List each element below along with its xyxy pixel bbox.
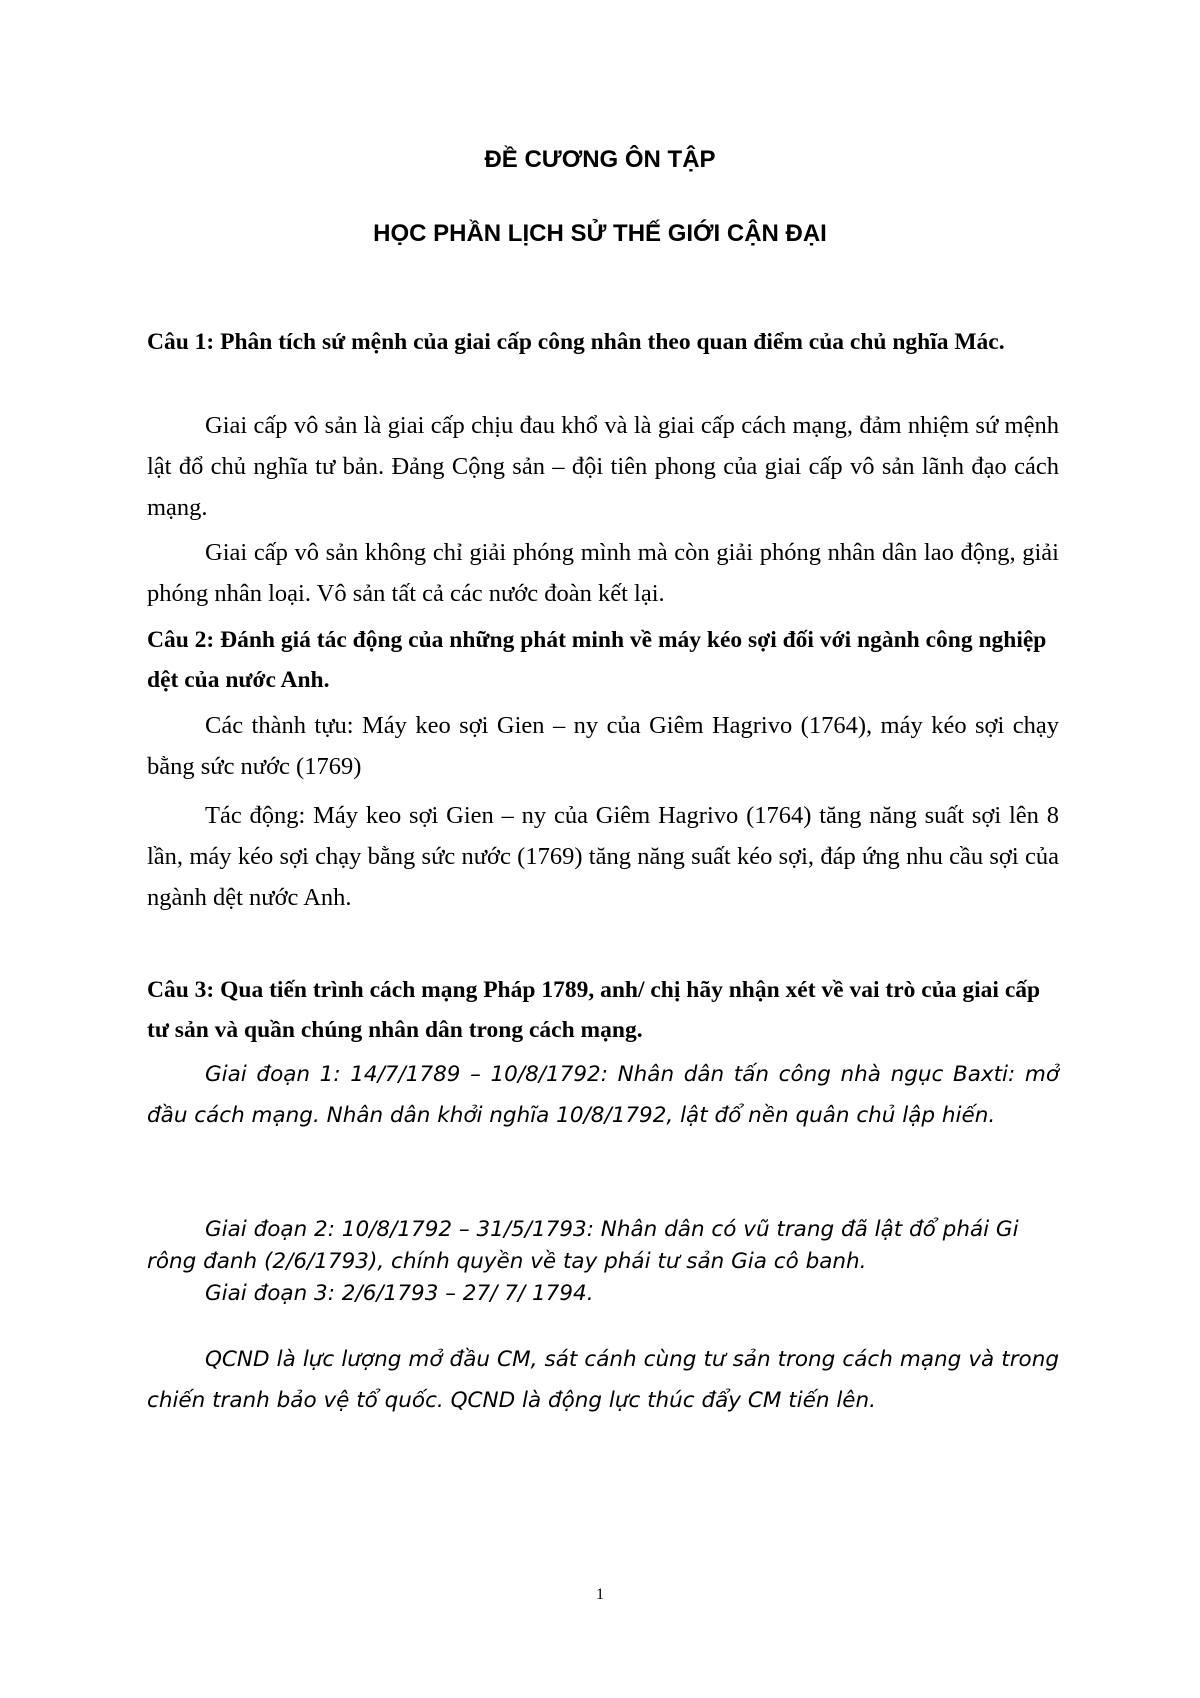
question-1-paragraph-2: Giai cấp vô sản không chỉ giải phóng mình mà còn giải phóng nhân dân lao động, giải phóng nhân loại. Vô sản tất cả các nước đoàn kết lại. [147, 539, 1059, 607]
question-1-paragraph-1: Giai cấp vô sản là giai cấp chịu đau khổ và là giai cấp cách mạng, đảm nhiệm sứ mệnh lật đổ chủ nghĩa tư bản. Đảng Cộng sản – đội tiên phong của giai cấp vô sản lãnh đạo cách mạng. [147, 412, 1059, 521]
question-2-heading: Câu 2: Đánh giá tác động của những phát minh về máy kéo sợi đối với ngành công nghiệp dệt của nước Anh. [147, 627, 1047, 693]
phase-2-text: Giai đoạn 2: 10/8/1792 – 31/5/1793: Nhân dân có vũ trang đã lật đổ phái Gi rông đanh (2/6/1793), chính quyền về tay phái tư sản Gia cô banh. [147, 1217, 1019, 1274]
document-subtitle: HỌC PHẦN LỊCH SỬ THẾ GIỚI CẬN ĐẠI [373, 220, 827, 247]
phase-2-3-group [147, 1214, 1059, 1310]
question-2-paragraph-2: Tác động: Máy keo sợi Gien – ny của Giêm Hagrivo (1764) tăng năng suất sợi lên 8 lần, máy kéo sợi chạy bằng sức nước (1769) tăng năng suất kéo sợi, đáp ứng nhu cầu sợi của ngành dệt nước Anh. [147, 802, 1059, 911]
page-number: 1 [596, 1586, 604, 1603]
question-3-heading: Câu 3: Qua tiến trình cách mạng Pháp 1789, anh/ chị hãy nhận xét về vai trò của giai cấp tư sản và quần chúng nhân dân trong cách mạng. [147, 977, 1041, 1043]
question-2-paragraph-1: Các thành tựu: Máy keo sợi Gien – ny của Giêm Hagrivo (1764), máy kéo sợi chạy bằng sức nước (1769) [147, 712, 1059, 780]
document-title: ĐỀ CƯƠNG ÔN TẬP [484, 146, 716, 173]
phase-1-text: Giai đoạn 1: 14/7/1789 – 10/8/1792: Nhân dân tấn công nhà ngục Baxti: mở đầu cách mạng. Nhân dân khởi nghĩa 10/8/1792, lật đổ nền quân chủ lập hiến. [147, 1062, 1059, 1128]
phase-3-text: Giai đoạn 3: 2/6/1793 – 27/ 7/ 1794. [205, 1281, 594, 1306]
question-1-heading: Câu 1: Phân tích sứ mệnh của giai cấp công nhân theo quan điểm của chủ nghĩa Mác. [147, 329, 1005, 355]
conclusion-text: QCND là lực lượng mở đầu CM, sát cánh cùng tư sản trong cách mạng và trong chiến tranh bảo vệ tổ quốc. QCND là động lực thúc đẩy CM tiến lên. [147, 1347, 1059, 1413]
